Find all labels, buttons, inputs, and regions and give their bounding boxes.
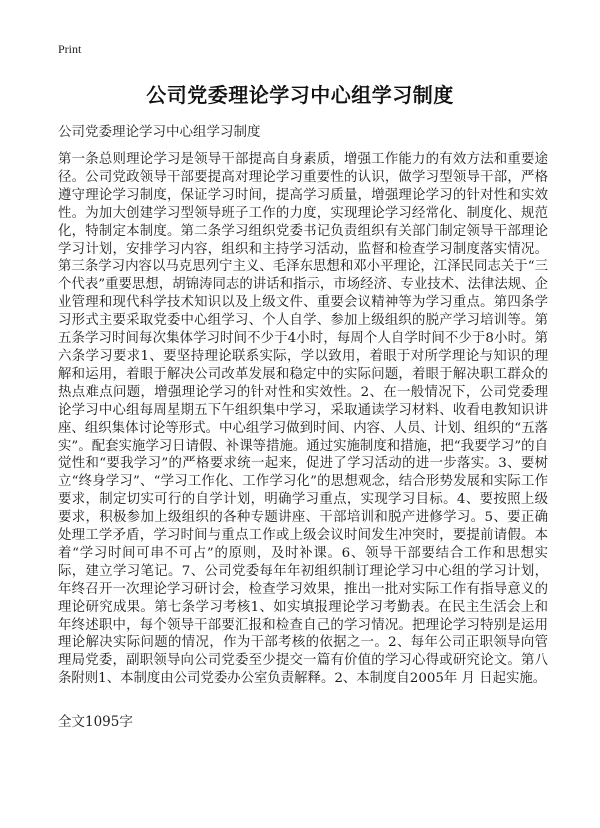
- document-subtitle: 公司党委理论学习中心组学习制度: [58, 124, 261, 140]
- word-count: 全文1095字: [58, 714, 133, 730]
- document-title: 公司党委理论学习中心组学习制度: [146, 83, 454, 107]
- document-body: 第一条总则理论学习是领导干部提高自身素质，增强工作能力的有效方法和重要途径。公司党政领导干部要提高对理论学习重要性的认识，做学习型领导干部，严格遵守理论学习制度，保证学习时间，提高学习质量，增强理论学习的针对性和实效性。为加大创建学习型领导班子工作的力度，实现理论学习经常化、制度化、规范化，特制定本制度。第二条学习组织党委书记负责组织有关部门制定领导干部理论学习计划，安排学习内容，组织和主持学习活动，监督和检查学习制度落实情况。第三条学习内容以马克思列宁主义、毛泽东思想和邓小平理论，江泽民同志关于“三个代表”重要思想，胡锦涛同志的讲话和指示，市场经济、专业技术、法律法规、企业管理和现代科学技术知识以及上级文件、重要会议精神等为学习重点。第四条学习形式主要采取党委中心组学习、个人自学、参加上级组织的脱产学习培训等。第五条学习时间每次集体学习时间不少于4小时，每周个人自学时间不少于8小时。第六条学习要求1、要坚持理论联系实际，学以致用，着眼于对所学理论与知识的理解和运用，着眼于解决公司改革发展和稳定中的实际问题，着眼于解决职工群众的热点难点问题，增强理论学习的针对性和实效性。2、在一般情况下，公司党委理论学习中心组每周星期五下午组织集中学习，采取通读学习材料、收看电教知识讲座、组织集体讨论等形式。中心组学习做到时间、内容、人员、计划、组织的“五落实”。配套实施学习日请假、补课等措施。通过实施制度和措施，把“我要学习”的自觉性和“要我学习”的严格要求统一起来，促进了学习活动的进一步落实。3、要树立“终身学习”、“学习工作化、工作学习化”的思想观念，结合形势发展和实际工作要求，制定切实可行的自学计划，明确学习重点，实现学习目标。4、要按照上级要求，积极参加上级组织的各种专题讲座、干部培训和脱产进修学习。5、要正确处理工学矛盾，学习时间与重点工作或上级会议时间发生冲突时，要提前请假。本着“学习时间可串不可占”的原则，及时补课。6、领导干部要结合工作和思想实际，建立学习笔记。7、公司党委每年年初组织制订理论学习中心组的学习计划，年终召开一次理论学习研讨会，检查学习效果，推出一批对实际工作有指导意义的理论研究成果。第七条学习考核1、如实填报理论学习考勤表。在民主生活会上和年终述职中，每个领导干部要汇报和检查自己的学习情况。把理论学习特别是运用理论解决实际问题的情况，作为干部考核的依据之一。2、每年公司正职领导向管理局党委，副职领导向公司党委至少提交一篇有价值的学习心得或研究论文。第八条附则1、本制度由公司党委办公室负责解释。2、本制度自2005年 月 日起实施。: [58, 152, 548, 687]
- print-link[interactable]: Print: [58, 42, 82, 56]
